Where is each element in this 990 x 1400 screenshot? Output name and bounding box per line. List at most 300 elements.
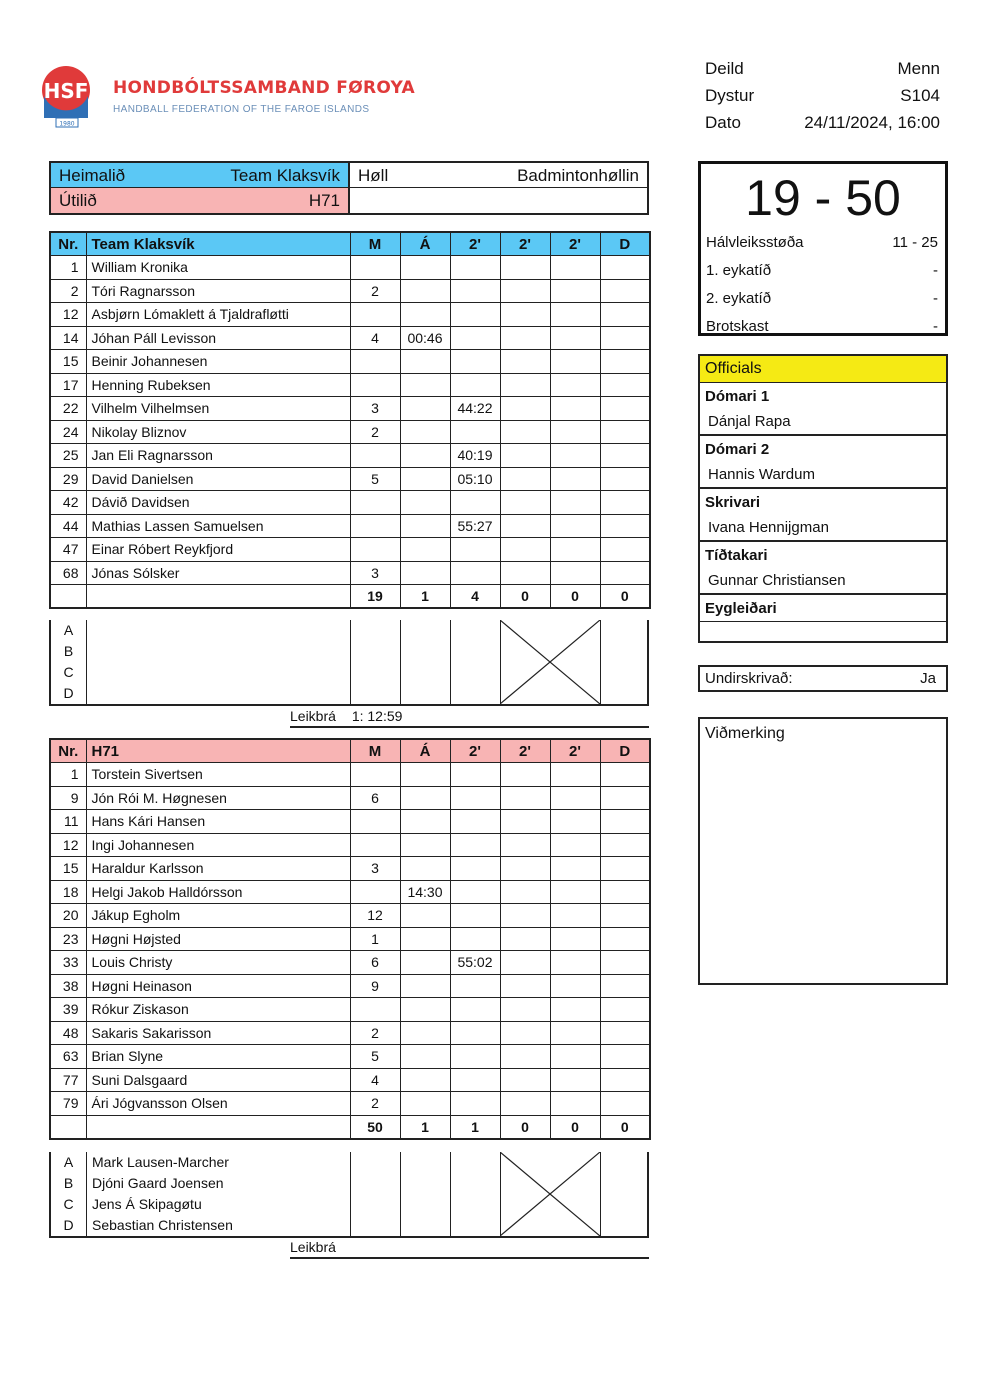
signed-label: Undirskrivað: bbox=[705, 670, 793, 687]
score-row bbox=[701, 229, 945, 257]
player-stat-d bbox=[600, 373, 650, 397]
player-name: Beinir Johannesen bbox=[86, 350, 350, 374]
total-d: 0 bbox=[600, 1115, 650, 1139]
player-stat-a bbox=[400, 974, 450, 998]
remarks-box bbox=[698, 717, 948, 985]
player-number: 15 bbox=[50, 857, 86, 881]
player-stat-m: 4 bbox=[350, 1068, 400, 1092]
player-stat-t1 bbox=[450, 880, 500, 904]
column-divider bbox=[400, 1152, 401, 1236]
player-stat-t1: 40:19 bbox=[450, 444, 500, 468]
player-row bbox=[50, 397, 650, 421]
player-row bbox=[50, 1045, 650, 1069]
meta-value: Menn bbox=[897, 59, 940, 78]
player-stat-d bbox=[600, 833, 650, 857]
player-stat-t2 bbox=[500, 444, 550, 468]
player-stat-t2 bbox=[500, 904, 550, 928]
player-row bbox=[50, 350, 650, 374]
player-number: 47 bbox=[50, 538, 86, 562]
player-stat-d bbox=[600, 857, 650, 881]
player-number: 44 bbox=[50, 514, 86, 538]
crossed-box-icon bbox=[500, 620, 600, 704]
player-number: 38 bbox=[50, 974, 86, 998]
player-stat-a bbox=[400, 303, 450, 327]
player-number: 23 bbox=[50, 927, 86, 951]
player-stat-d bbox=[600, 326, 650, 350]
player-stat-t2 bbox=[500, 1021, 550, 1045]
player-number: 1 bbox=[50, 256, 86, 280]
score-row bbox=[701, 313, 945, 341]
player-stat-d bbox=[600, 467, 650, 491]
player-stat-t2 bbox=[500, 763, 550, 787]
player-stat-t3 bbox=[550, 279, 600, 303]
column-divider bbox=[350, 1152, 351, 1236]
col-warning: Á bbox=[400, 739, 450, 763]
player-row bbox=[50, 256, 650, 280]
col-disqualification: D bbox=[600, 232, 650, 256]
official-letters bbox=[51, 1152, 87, 1236]
team-official-name bbox=[87, 662, 92, 683]
totals-blank bbox=[50, 585, 86, 609]
player-stat-t3 bbox=[550, 880, 600, 904]
player-stat-t2 bbox=[500, 326, 550, 350]
total-a: 1 bbox=[400, 1115, 450, 1139]
player-stat-t1 bbox=[450, 326, 500, 350]
player-stat-m: 12 bbox=[350, 904, 400, 928]
away-players-body bbox=[50, 763, 650, 1139]
player-stat-t3 bbox=[550, 561, 600, 585]
player-stat-a bbox=[400, 444, 450, 468]
player-row bbox=[50, 927, 650, 951]
player-stat-a bbox=[400, 467, 450, 491]
totals-blank bbox=[86, 1115, 350, 1139]
table-header-row bbox=[50, 232, 650, 256]
player-stat-t2 bbox=[500, 561, 550, 585]
player-row bbox=[50, 763, 650, 787]
player-stat-t1 bbox=[450, 373, 500, 397]
player-name: Suni Dalsgaard bbox=[86, 1068, 350, 1092]
player-stat-t1 bbox=[450, 350, 500, 374]
score-box bbox=[698, 161, 948, 336]
player-stat-d bbox=[600, 279, 650, 303]
player-stat-t2 bbox=[500, 514, 550, 538]
player-stat-t3 bbox=[550, 256, 600, 280]
player-stat-a bbox=[400, 857, 450, 881]
player-stat-t3 bbox=[550, 998, 600, 1022]
total-m: 50 bbox=[350, 1115, 400, 1139]
player-stat-a bbox=[400, 1045, 450, 1069]
player-stat-a bbox=[400, 1021, 450, 1045]
logo-letters: HSF bbox=[43, 79, 89, 103]
signed-box bbox=[698, 665, 948, 692]
player-stat-a bbox=[400, 514, 450, 538]
player-stat-t1 bbox=[450, 810, 500, 834]
col-suspension-3: 2' bbox=[550, 232, 600, 256]
meta-value: S104 bbox=[900, 86, 940, 105]
player-row bbox=[50, 514, 650, 538]
player-row bbox=[50, 974, 650, 998]
away-name: H71 bbox=[308, 191, 340, 210]
player-stat-a bbox=[400, 951, 450, 975]
player-stat-m: 9 bbox=[350, 974, 400, 998]
player-row bbox=[50, 810, 650, 834]
score-row-label: 1. eykatíð bbox=[706, 262, 772, 279]
col-nr: Nr. bbox=[50, 232, 86, 256]
player-row bbox=[50, 904, 650, 928]
meta-value: 24/11/2024, 16:00 bbox=[804, 113, 940, 132]
player-stat-d bbox=[600, 491, 650, 515]
player-stat-a bbox=[400, 833, 450, 857]
team-official-name: Sebastian Christensen bbox=[92, 1217, 233, 1233]
player-stat-t1 bbox=[450, 279, 500, 303]
player-stat-t2 bbox=[500, 397, 550, 421]
player-stat-t3 bbox=[550, 1021, 600, 1045]
player-stat-a bbox=[400, 279, 450, 303]
score-row-label: Hálvleiksstøða bbox=[706, 234, 804, 251]
col-team-name: Team Klaksvík bbox=[86, 232, 350, 256]
player-stat-t3 bbox=[550, 857, 600, 881]
player-name: Brian Slyne bbox=[86, 1045, 350, 1069]
player-stat-d bbox=[600, 1068, 650, 1092]
player-number: 1 bbox=[50, 763, 86, 787]
player-stat-t1 bbox=[450, 763, 500, 787]
player-number: 14 bbox=[50, 326, 86, 350]
home-player-table bbox=[49, 231, 651, 609]
player-name: Jákup Egholm bbox=[86, 904, 350, 928]
meta-label: Dato bbox=[705, 113, 741, 132]
player-stat-m bbox=[350, 833, 400, 857]
player-stat-t2 bbox=[500, 857, 550, 881]
home-players-body bbox=[50, 256, 650, 609]
total-t1: 1 bbox=[450, 1115, 500, 1139]
total-t2: 0 bbox=[500, 1115, 550, 1139]
score-row-value: - bbox=[933, 262, 938, 279]
player-number: 29 bbox=[50, 467, 86, 491]
player-stat-t1: 05:10 bbox=[450, 467, 500, 491]
player-number: 12 bbox=[50, 833, 86, 857]
column-divider bbox=[450, 620, 451, 704]
official-letter: C bbox=[63, 664, 74, 680]
score-row-value: 11 - 25 bbox=[892, 234, 938, 251]
hall-name: Badmintonhøllin bbox=[517, 166, 639, 185]
player-stat-d bbox=[600, 303, 650, 327]
officials-heading: Officials bbox=[700, 356, 946, 383]
teams-header bbox=[49, 161, 649, 215]
score-row bbox=[701, 257, 945, 285]
player-number: 22 bbox=[50, 397, 86, 421]
player-number: 79 bbox=[50, 1092, 86, 1116]
player-row bbox=[50, 491, 650, 515]
player-stat-d bbox=[600, 1021, 650, 1045]
timeout-label: Leikbrá bbox=[290, 708, 336, 724]
player-stat-t2 bbox=[500, 880, 550, 904]
team-official-name: Jens Á Skipagøtu bbox=[92, 1196, 202, 1212]
player-name: Nikolay Bliznov bbox=[86, 420, 350, 444]
player-stat-t1: 55:02 bbox=[450, 951, 500, 975]
player-stat-t3 bbox=[550, 397, 600, 421]
meta-label: Deild bbox=[705, 59, 744, 78]
blank-cell bbox=[350, 188, 647, 213]
official-role: Skrivari bbox=[705, 494, 761, 511]
player-stat-d bbox=[600, 397, 650, 421]
player-stat-t3 bbox=[550, 951, 600, 975]
official-name: Ivana Hennijgman bbox=[700, 515, 946, 542]
player-stat-t3 bbox=[550, 538, 600, 562]
player-stat-m bbox=[350, 880, 400, 904]
player-row bbox=[50, 444, 650, 468]
player-stat-t3 bbox=[550, 974, 600, 998]
player-stat-m bbox=[350, 256, 400, 280]
player-stat-t1: 44:22 bbox=[450, 397, 500, 421]
player-stat-d bbox=[600, 904, 650, 928]
official-role: Eygleiðari bbox=[700, 595, 946, 622]
player-name: Helgi Jakob Halldórsson bbox=[86, 880, 350, 904]
player-name: Jónas Sólsker bbox=[86, 561, 350, 585]
player-stat-a bbox=[400, 397, 450, 421]
player-stat-m: 2 bbox=[350, 1021, 400, 1045]
meta-row-division bbox=[705, 55, 940, 82]
official-role: Dómari 1 bbox=[705, 388, 770, 405]
player-stat-a bbox=[400, 810, 450, 834]
player-stat-t1 bbox=[450, 256, 500, 280]
player-number: 42 bbox=[50, 491, 86, 515]
col-warning: Á bbox=[400, 232, 450, 256]
player-stat-d bbox=[600, 810, 650, 834]
away-team-officials bbox=[49, 1152, 649, 1238]
score-row-label: Brotskast bbox=[706, 318, 769, 335]
player-row bbox=[50, 561, 650, 585]
total-m: 19 bbox=[350, 585, 400, 609]
player-row bbox=[50, 467, 650, 491]
final-score: 19 - 50 bbox=[745, 170, 901, 226]
col-suspension-1: 2' bbox=[450, 232, 500, 256]
player-stat-m: 2 bbox=[350, 420, 400, 444]
away-team-cell bbox=[51, 188, 350, 213]
official-name: Gunnar Christiansen bbox=[700, 568, 946, 595]
player-name: Henning Rubeksen bbox=[86, 373, 350, 397]
player-stat-t3 bbox=[550, 326, 600, 350]
player-stat-t2 bbox=[500, 1045, 550, 1069]
player-row bbox=[50, 880, 650, 904]
player-number: 33 bbox=[50, 951, 86, 975]
hsf-emblem-icon bbox=[38, 60, 100, 130]
player-name: Louis Christy bbox=[86, 951, 350, 975]
player-stat-m: 2 bbox=[350, 1092, 400, 1116]
player-stat-t2 bbox=[500, 1092, 550, 1116]
player-name: Sakaris Sakarisson bbox=[86, 1021, 350, 1045]
player-name: Rókur Ziskason bbox=[86, 998, 350, 1022]
player-stat-m bbox=[350, 810, 400, 834]
player-stat-t2 bbox=[500, 467, 550, 491]
player-stat-t2 bbox=[500, 810, 550, 834]
player-stat-m: 4 bbox=[350, 326, 400, 350]
player-name: Vilhelm Vilhelmsen bbox=[86, 397, 350, 421]
federation-subtitle: HANDBALL FEDERATION OF THE FAROE ISLANDS bbox=[113, 104, 370, 115]
player-stat-t1 bbox=[450, 538, 500, 562]
player-stat-a bbox=[400, 786, 450, 810]
player-stat-a bbox=[400, 420, 450, 444]
remarks-label: Viðmerking bbox=[705, 725, 785, 742]
player-stat-t1 bbox=[450, 904, 500, 928]
player-stat-t3 bbox=[550, 810, 600, 834]
player-stat-d bbox=[600, 538, 650, 562]
player-stat-t1 bbox=[450, 1092, 500, 1116]
player-name: Einar Róbert Reykfjord bbox=[86, 538, 350, 562]
player-stat-a bbox=[400, 350, 450, 374]
team-official-name bbox=[87, 641, 92, 662]
player-stat-a bbox=[400, 256, 450, 280]
player-stat-m: 3 bbox=[350, 857, 400, 881]
player-name: Hans Kári Hansen bbox=[86, 810, 350, 834]
player-stat-m: 2 bbox=[350, 279, 400, 303]
player-stat-t2 bbox=[500, 279, 550, 303]
player-stat-m: 3 bbox=[350, 561, 400, 585]
player-stat-d bbox=[600, 561, 650, 585]
col-suspension-1: 2' bbox=[450, 739, 500, 763]
player-row bbox=[50, 833, 650, 857]
player-row bbox=[50, 279, 650, 303]
official-name: Dánjal Rapa bbox=[700, 409, 946, 436]
totals-blank bbox=[50, 1115, 86, 1139]
team-official-name bbox=[87, 620, 92, 641]
federation-name: HONDBÓLTSSAMBAND FØROYA bbox=[113, 78, 415, 98]
signed-value: Ja bbox=[920, 670, 936, 687]
official-letter: B bbox=[63, 1175, 74, 1191]
meta-row-match bbox=[705, 82, 940, 109]
player-stat-t3 bbox=[550, 303, 600, 327]
player-stat-t2 bbox=[500, 951, 550, 975]
official-letter: C bbox=[63, 1196, 74, 1212]
player-number: 20 bbox=[50, 904, 86, 928]
player-number: 68 bbox=[50, 561, 86, 585]
score-row-value: - bbox=[933, 318, 938, 335]
player-row bbox=[50, 951, 650, 975]
total-t2: 0 bbox=[500, 585, 550, 609]
player-stat-t2 bbox=[500, 927, 550, 951]
player-stat-a bbox=[400, 1092, 450, 1116]
player-stat-t1 bbox=[450, 491, 500, 515]
player-stat-t3 bbox=[550, 1045, 600, 1069]
player-stat-m bbox=[350, 373, 400, 397]
totals-blank bbox=[86, 585, 350, 609]
col-goals: M bbox=[350, 739, 400, 763]
player-stat-t3 bbox=[550, 491, 600, 515]
player-stat-t2 bbox=[500, 350, 550, 374]
official-names bbox=[87, 1152, 233, 1236]
meta-row-date bbox=[705, 109, 940, 136]
player-row bbox=[50, 420, 650, 444]
column-divider bbox=[600, 620, 601, 704]
hall-cell bbox=[350, 163, 647, 188]
player-row bbox=[50, 1021, 650, 1045]
player-number: 24 bbox=[50, 420, 86, 444]
col-disqualification: D bbox=[600, 739, 650, 763]
player-number: 12 bbox=[50, 303, 86, 327]
player-name: David Danielsen bbox=[86, 467, 350, 491]
player-stat-t1: 55:27 bbox=[450, 514, 500, 538]
player-stat-t1 bbox=[450, 1068, 500, 1092]
player-stat-t2 bbox=[500, 373, 550, 397]
player-name: Mathias Lassen Samuelsen bbox=[86, 514, 350, 538]
column-divider bbox=[600, 1152, 601, 1236]
player-stat-t3 bbox=[550, 904, 600, 928]
player-row bbox=[50, 303, 650, 327]
player-stat-m bbox=[350, 303, 400, 327]
player-name: Ingi Johannesen bbox=[86, 833, 350, 857]
player-stat-m: 6 bbox=[350, 786, 400, 810]
player-name: Torstein Sivertsen bbox=[86, 763, 350, 787]
player-stat-t3 bbox=[550, 467, 600, 491]
player-name: Asbjørn Lómaklett á Tjaldrafløtti bbox=[86, 303, 350, 327]
player-name: Tóri Ragnarsson bbox=[86, 279, 350, 303]
player-stat-t1 bbox=[450, 303, 500, 327]
player-stat-d bbox=[600, 951, 650, 975]
column-divider bbox=[450, 1152, 451, 1236]
player-stat-a: 14:30 bbox=[400, 880, 450, 904]
player-stat-a bbox=[400, 491, 450, 515]
player-stat-t2 bbox=[500, 1068, 550, 1092]
home-name: Team Klaksvík bbox=[230, 166, 340, 185]
match-meta bbox=[705, 55, 940, 136]
away-player-table bbox=[49, 738, 651, 1140]
player-row bbox=[50, 1092, 650, 1116]
crossed-box-icon bbox=[500, 1152, 600, 1236]
player-row bbox=[50, 326, 650, 350]
team-official-name: Mark Lausen-Marcher bbox=[92, 1154, 229, 1170]
official-name: Hannis Wardum bbox=[700, 462, 946, 489]
away-timeout-line bbox=[290, 1238, 649, 1259]
player-number: 39 bbox=[50, 998, 86, 1022]
player-row bbox=[50, 786, 650, 810]
player-stat-d bbox=[600, 1092, 650, 1116]
col-goals: M bbox=[350, 232, 400, 256]
player-stat-a bbox=[400, 561, 450, 585]
official-letter: D bbox=[63, 1217, 74, 1233]
col-suspension-2: 2' bbox=[500, 739, 550, 763]
player-stat-a bbox=[400, 763, 450, 787]
totals-row bbox=[50, 1115, 650, 1139]
player-stat-t1 bbox=[450, 998, 500, 1022]
home-timeout-line bbox=[290, 707, 649, 728]
player-number: 25 bbox=[50, 444, 86, 468]
player-stat-m bbox=[350, 350, 400, 374]
player-name: Jóhan Páll Levisson bbox=[86, 326, 350, 350]
player-stat-a bbox=[400, 538, 450, 562]
player-stat-t3 bbox=[550, 420, 600, 444]
score-row-value: - bbox=[933, 290, 938, 307]
player-stat-t1 bbox=[450, 1021, 500, 1045]
player-stat-m bbox=[350, 763, 400, 787]
player-stat-m bbox=[350, 444, 400, 468]
player-stat-d bbox=[600, 444, 650, 468]
player-stat-t3 bbox=[550, 786, 600, 810]
officials-panel bbox=[698, 354, 948, 643]
official-letter: A bbox=[63, 1154, 74, 1170]
col-suspension-2: 2' bbox=[500, 232, 550, 256]
player-stat-t3 bbox=[550, 350, 600, 374]
player-stat-t3 bbox=[550, 833, 600, 857]
player-number: 11 bbox=[50, 810, 86, 834]
player-stat-d bbox=[600, 256, 650, 280]
player-stat-d bbox=[600, 998, 650, 1022]
home-team-officials bbox=[49, 620, 649, 706]
player-stat-t1 bbox=[450, 561, 500, 585]
player-name: William Kronika bbox=[86, 256, 350, 280]
player-stat-m: 1 bbox=[350, 927, 400, 951]
player-stat-d bbox=[600, 974, 650, 998]
player-stat-a bbox=[400, 904, 450, 928]
player-stat-t1 bbox=[450, 974, 500, 998]
